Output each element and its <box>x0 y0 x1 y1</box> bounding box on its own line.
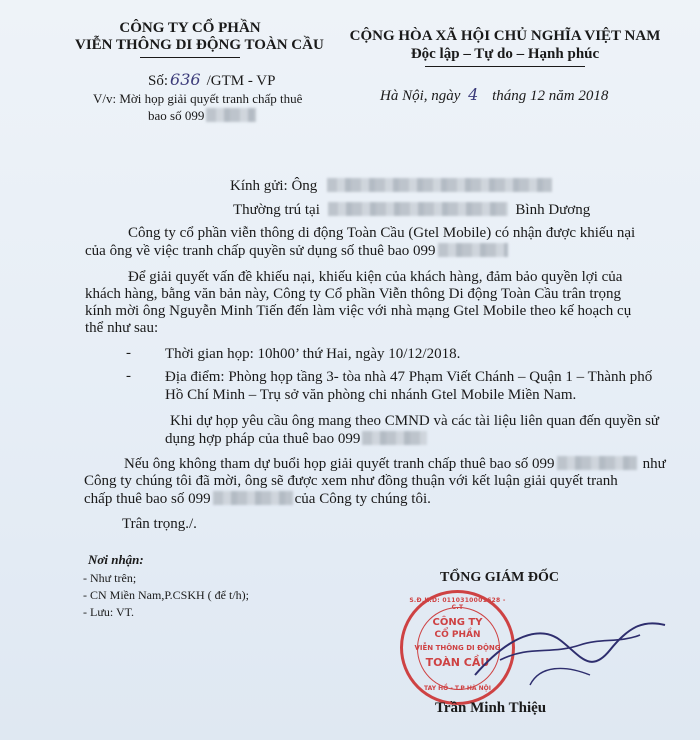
company-name-line1: CÔNG TY CỔ PHẦN <box>119 20 261 36</box>
company-name-line2: VIỄN THÔNG DI ĐỘNG TOÀN CẦU <box>75 37 324 53</box>
meeting-time: Thời gian họp: 10h00’ thứ Hai, ngày 10/12/2018. <box>165 346 461 362</box>
document-number <box>148 70 275 90</box>
p3-line2-text: dụng hợp pháp của thuê bao 099 <box>165 431 361 447</box>
nation-title: CỘNG HÒA XÃ HỘI CHỦ NGHĨA VIỆT NAM <box>349 28 661 44</box>
recipient-item: - Lưu: VT. <box>83 605 135 619</box>
seal-ring-text: S.Đ.K.D: 0110310001628 - C.T <box>409 597 506 611</box>
seal-line4: TOÀN CẦU <box>425 656 490 669</box>
subject-line2 <box>148 108 256 124</box>
signer-name: Trần Minh Thiệu <box>435 700 547 716</box>
bullet-dash-1: - <box>126 345 131 361</box>
p1-line2-text: của ông về việc tranh chấp quyền sử dụng số thuê bao 099 <box>85 243 436 259</box>
p4-line3-end: của Công ty chúng tôi. <box>294 491 431 507</box>
recipient-line <box>230 177 552 196</box>
p2-line2: khách hàng, bằng văn bản này, Công ty Cổ phần Viễn thông Di động Toàn Cầu trân trọng <box>85 286 622 302</box>
meeting-location-line2: Hồ Chí Minh – Trụ sở văn phòng chi nhánh Gtel Mobile Miền Nam. <box>165 387 577 403</box>
p3-line2 <box>165 430 427 449</box>
recipient-item: - CN Miền Nam,P.CSKH ( để t/h); <box>83 588 249 602</box>
date-suffix: tháng 12 năm 2018 <box>492 88 609 104</box>
seal-line5: TAY HỒ - T.P HÀ NỘI <box>424 685 491 692</box>
subject-line1: V/v: Mời họp giải quyết tranh chấp thuê <box>93 91 303 106</box>
doc-number-prefix: Số: <box>148 73 169 89</box>
p3-line1: Khi dự họp yêu cầu ông mang theo CMND và các tài liệu liên quan đến quyền sử <box>170 413 660 429</box>
meeting-location-line1: Địa điểm: Phòng họp tầng 3- tòa nhà 47 Phạm Viết Chánh – Quận 1 – Thành phố <box>165 369 653 385</box>
p2-line3: kính mời ông Nguyễn Minh Tiến đến làm việc với nhà mạng Gtel Mobile theo kế hoạch cụ <box>85 303 632 319</box>
p1-line1: Công ty cổ phần viễn thông di động Toàn Cầu (Gtel Mobile) có nhận được khiếu nại <box>128 225 636 241</box>
bullet-dash-2: - <box>126 368 131 384</box>
seal-line2: CỔ PHẦN <box>434 630 481 640</box>
recipients-title: Nơi nhận: <box>88 552 144 567</box>
p4-line3-text: chấp thuê bao số 099 <box>84 491 211 507</box>
date-prefix: Hà Nội, ngày <box>380 88 461 104</box>
doc-number-suffix: /GTM - VP <box>206 73 276 89</box>
redacted-address <box>328 202 508 216</box>
date-day-handwritten: 4 <box>468 85 479 104</box>
closing-line: Trân trọng./. <box>122 516 197 532</box>
residence-line <box>233 201 590 220</box>
recipient-item: - Như trên; <box>83 571 137 585</box>
seal-line1: CÔNG TY <box>432 617 483 628</box>
to-value: Ông <box>291 178 318 194</box>
signer-title: TỔNG GIÁM ĐỐC <box>440 570 559 585</box>
handwritten-signature <box>470 605 670 695</box>
residence-end: Bình Dương <box>515 202 591 218</box>
to-label: Kính gửi: <box>230 178 288 194</box>
doc-number-handwritten: 636 <box>170 70 201 89</box>
redacted-number <box>362 431 427 445</box>
p1-line2 <box>85 242 508 261</box>
seal-line3: VIỄN THÔNG DI ĐỘNG <box>414 644 501 652</box>
p4-line3 <box>84 490 431 509</box>
redacted-name <box>327 178 552 192</box>
header-left-underline <box>140 57 240 58</box>
document-date <box>380 85 608 105</box>
p4-line1-text: Nếu ông không tham dự buổi họp giải quyết tranh chấp thuê bao số 099 <box>124 456 555 472</box>
p4-line1-end: như <box>642 456 666 472</box>
p2-line4: thể như sau: <box>85 320 159 336</box>
subject-line2-text: bao số 099 <box>148 108 205 123</box>
residence-label: Thường trú tại <box>233 202 320 218</box>
nation-motto: Độc lập – Tự do – Hạnh phúc <box>410 46 600 62</box>
p4-line2: Công ty chúng tôi đã mời, ông sẽ được xem như đồng thuận với kết luận giải quyết tranh <box>84 473 618 489</box>
redacted-number <box>557 456 637 470</box>
redacted-number <box>213 491 293 505</box>
redacted-number <box>206 108 256 122</box>
header-right-underline <box>425 66 585 67</box>
redacted-number <box>438 243 508 257</box>
p2-line1: Để giải quyết vấn đề khiếu nại, khiếu kiện của khách hàng, đảm bảo quyền lợi của <box>128 269 623 285</box>
